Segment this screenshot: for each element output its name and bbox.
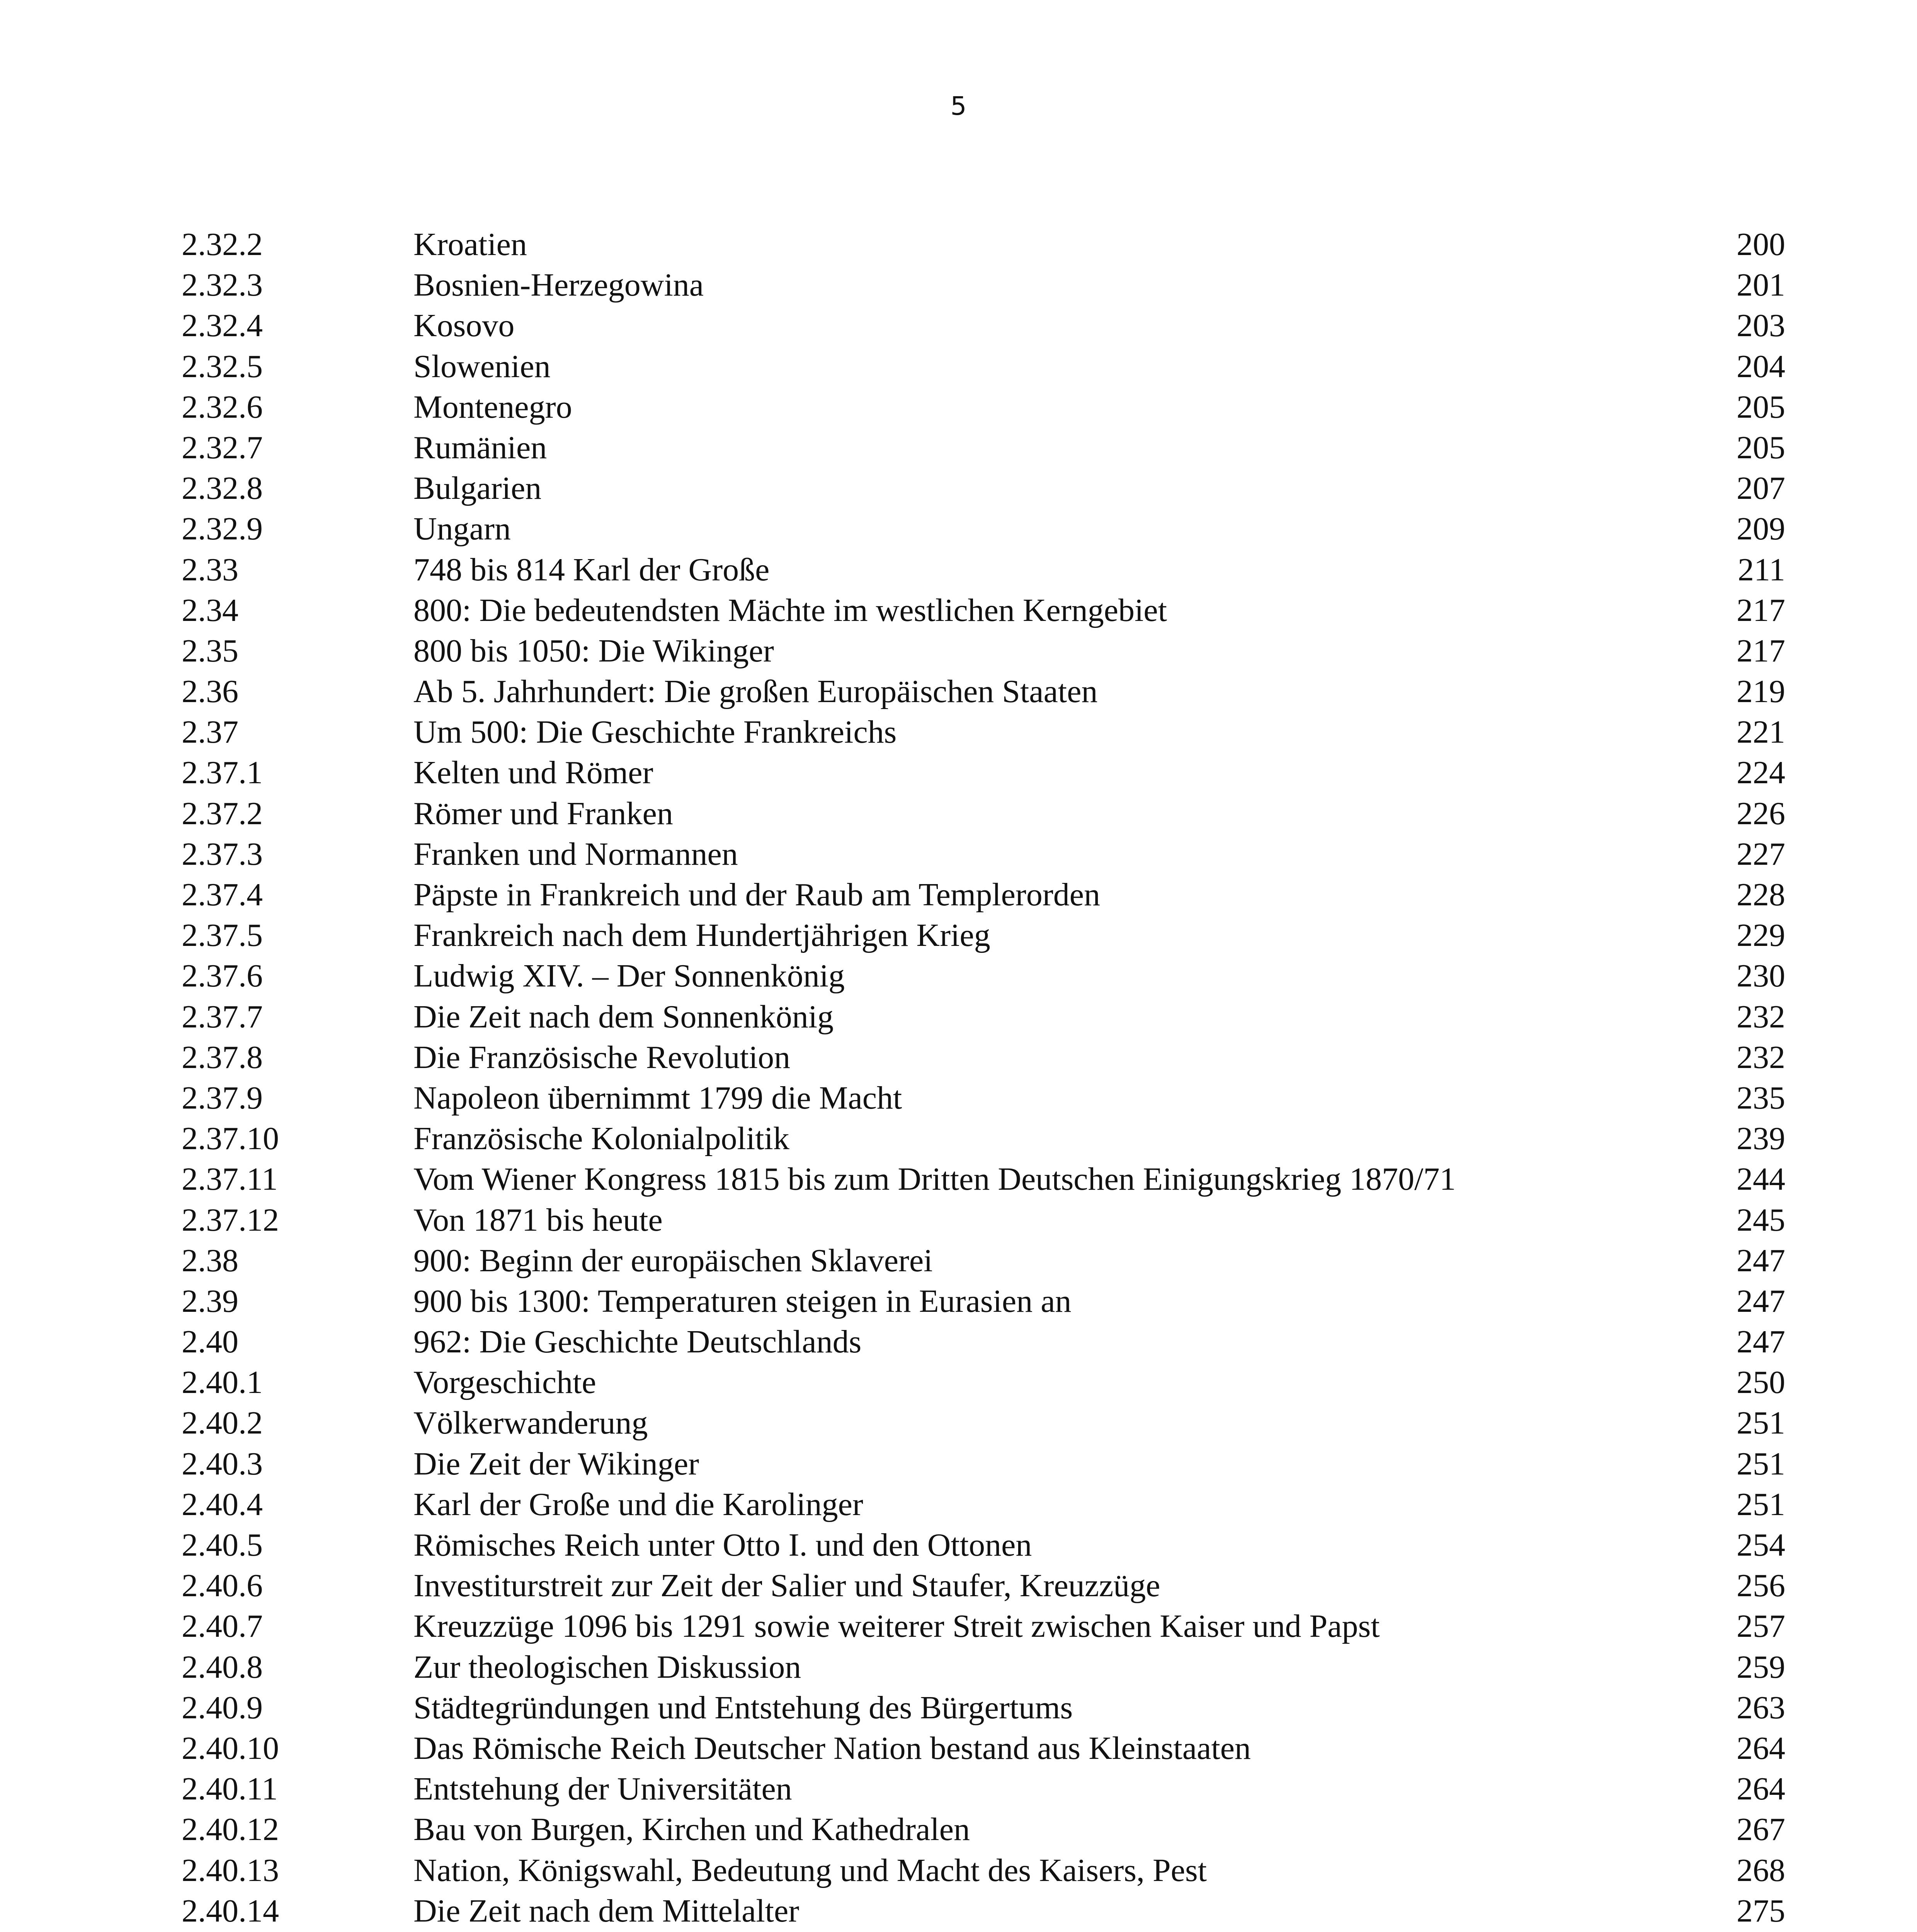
toc-entry: [182, 1078, 1785, 1118]
toc-entry-title: Montenegro: [413, 389, 572, 425]
toc-entry-number: 2.37.4: [182, 877, 263, 913]
toc-entry: [182, 1565, 1785, 1606]
toc-entry: [182, 549, 1785, 590]
toc-entry-number: 2.40: [182, 1324, 238, 1360]
toc-entry-page: 204: [1737, 348, 1785, 384]
toc-entry-page: 259: [1737, 1649, 1785, 1685]
toc-entry-title: Die Zeit der Wikinger: [413, 1446, 699, 1482]
toc-entry: [182, 1647, 1785, 1687]
toc-entry: [182, 1403, 1785, 1443]
toc-entry: [182, 956, 1785, 996]
toc-entry-page: 230: [1737, 958, 1785, 994]
toc-entry: [182, 509, 1785, 549]
toc-entry-title: Franken und Normannen: [413, 836, 738, 872]
toc-entry-title: Kosovo: [413, 308, 515, 344]
toc-entry-page: 232: [1737, 1039, 1785, 1075]
toc-entry-number: 2.40.1: [182, 1364, 263, 1401]
toc-entry-number: 2.37.9: [182, 1080, 263, 1116]
toc-entry-page: 207: [1737, 470, 1785, 507]
toc-entry: [182, 1809, 1785, 1850]
toc-entry-number: 2.32.5: [182, 348, 263, 384]
toc-entry: [182, 712, 1785, 752]
toc-entry: [182, 874, 1785, 915]
toc-entry-page: 244: [1737, 1161, 1785, 1197]
toc-entry-title: 900 bis 1300: Temperaturen steigen in Eurasien an: [413, 1283, 1072, 1319]
toc-entry: [182, 671, 1785, 712]
toc-entry-title: Völkerwanderung: [413, 1405, 648, 1441]
toc-entry-title: Bulgarien: [413, 470, 542, 507]
toc-entry: [182, 590, 1785, 631]
toc-entry-page: 209: [1737, 511, 1785, 547]
toc-entry-number: 2.40.10: [182, 1730, 279, 1766]
toc-entry-page: 205: [1737, 389, 1785, 425]
toc-entry-page: 250: [1737, 1364, 1785, 1401]
toc-entry-number: 2.37.6: [182, 958, 263, 994]
toc-entry-title: Vom Wiener Kongress 1815 bis zum Dritten Deutschen Einigungskrieg 1870/71: [413, 1161, 1456, 1197]
toc-entry-title: 962: Die Geschichte Deutschlands: [413, 1324, 862, 1360]
toc-entry-number: 2.37.1: [182, 755, 263, 791]
toc-entry-page: 221: [1737, 714, 1785, 750]
toc-entry-number: 2.32.9: [182, 511, 263, 547]
toc-entry: [182, 265, 1785, 305]
toc-entry-title: Die Zeit nach dem Mittelalter: [413, 1893, 799, 1929]
toc-entry: [182, 1687, 1785, 1728]
toc-entry-title: Investiturstreit zur Zeit der Salier und Staufer, Kreuzzüge: [413, 1568, 1160, 1604]
toc-entry-number: 2.40.9: [182, 1689, 263, 1726]
toc-entry-page: 251: [1737, 1405, 1785, 1441]
toc-entry-title: Von 1871 bis heute: [413, 1202, 663, 1238]
toc-entry-title: Die Zeit nach dem Sonnenkönig: [413, 998, 834, 1035]
toc-entry-title: Ludwig XIV. – Der Sonnenkönig: [413, 958, 845, 994]
page-number: 5: [950, 91, 967, 121]
toc-entry: [182, 752, 1785, 793]
toc-entry-title: Vorgeschichte: [413, 1364, 596, 1401]
toc-entry-number: 2.40.3: [182, 1446, 263, 1482]
toc-entry-page: 263: [1737, 1689, 1785, 1726]
toc-entry-title: Römisches Reich unter Otto I. und den Ottonen: [413, 1527, 1032, 1563]
toc-entry: [182, 1606, 1785, 1646]
toc-entry-page: 205: [1737, 429, 1785, 466]
toc-entry: [182, 1321, 1785, 1362]
toc-entry: [182, 346, 1785, 387]
toc-entry: [182, 793, 1785, 834]
toc-entry-title: Kelten und Römer: [413, 755, 653, 791]
toc-entry-number: 2.32.4: [182, 308, 263, 344]
toc-entry-title: Nation, Königswahl, Bedeutung und Macht des Kaisers, Pest: [413, 1852, 1207, 1888]
toc-entry: [182, 1728, 1785, 1769]
toc-entry-title: 800: Die bedeutendsten Mächte im westlichen Kerngebiet: [413, 592, 1167, 628]
toc-entry-page: 251: [1737, 1446, 1785, 1482]
toc-entry-title: Um 500: Die Geschichte Frankreichs: [413, 714, 897, 750]
toc-entry-page: 239: [1737, 1121, 1785, 1157]
toc-entry: [182, 915, 1785, 956]
toc-entry: [182, 1362, 1785, 1403]
toc-entry: [182, 468, 1785, 509]
toc-entry-number: 2.32.7: [182, 429, 263, 466]
toc-entry-number: 2.36: [182, 673, 238, 710]
toc-entry-number: 2.40.6: [182, 1568, 263, 1604]
toc-entry-number: 2.40.4: [182, 1486, 263, 1522]
toc-entry-title: Städtegründungen und Entstehung des Bürgertums: [413, 1689, 1073, 1726]
toc-entry-number: 2.39: [182, 1283, 238, 1319]
toc-entry-title: Slowenien: [413, 348, 551, 384]
toc-entry-page: 227: [1737, 836, 1785, 872]
toc-entry: [182, 1891, 1785, 1931]
toc-entry-title: Das Römische Reich Deutscher Nation bestand aus Kleinstaaten: [413, 1730, 1251, 1766]
toc-entry: [182, 1037, 1785, 1078]
toc-entry: [182, 387, 1785, 427]
toc-entry-page: 224: [1737, 755, 1785, 791]
toc-entry-number: 2.40.5: [182, 1527, 263, 1563]
toc-entry-page: 226: [1737, 795, 1785, 832]
toc-entry-number: 2.34: [182, 592, 238, 628]
toc-entry-number: 2.32.6: [182, 389, 263, 425]
toc-entry-page: 200: [1737, 226, 1785, 262]
toc-entry-number: 2.38: [182, 1242, 238, 1279]
table-of-contents: [182, 224, 1785, 1932]
toc-entry: [182, 997, 1785, 1037]
toc-entry-page: 251: [1737, 1486, 1785, 1522]
toc-entry: [182, 305, 1785, 346]
toc-entry: [182, 1240, 1785, 1281]
toc-entry-title: 800 bis 1050: Die Wikinger: [413, 633, 774, 669]
toc-entry-page: 232: [1737, 998, 1785, 1035]
toc-entry-number: 2.37.12: [182, 1202, 279, 1238]
toc-entry-number: 2.40.14: [182, 1893, 279, 1929]
toc-entry-number: 2.35: [182, 633, 238, 669]
toc-entry: [182, 1525, 1785, 1565]
toc-entry-number: 2.40.13: [182, 1852, 279, 1888]
toc-entry-page: 228: [1737, 877, 1785, 913]
toc-entry-title: Entstehung der Universitäten: [413, 1771, 792, 1807]
toc-entry-page: 257: [1737, 1608, 1785, 1645]
toc-entry-title: Kreuzzüge 1096 bis 1291 sowie weiterer Streit zwischen Kaiser und Papst: [413, 1608, 1380, 1645]
toc-entry-number: 2.40.2: [182, 1405, 263, 1441]
toc-entry-number: 2.37.10: [182, 1121, 279, 1157]
toc-entry-page: 201: [1737, 267, 1785, 303]
toc-entry: [182, 1200, 1785, 1240]
toc-entry-page: 254: [1737, 1527, 1785, 1563]
toc-entry-title: Frankreich nach dem Hundertjährigen Krieg: [413, 917, 990, 954]
toc-entry-number: 2.37.2: [182, 795, 263, 832]
toc-entry: [182, 427, 1785, 468]
toc-entry-page: 275: [1737, 1893, 1785, 1929]
toc-entry-page: 217: [1737, 592, 1785, 628]
toc-entry-title: 900: Beginn der europäischen Sklaverei: [413, 1242, 933, 1279]
toc-entry-page: 217: [1737, 633, 1785, 669]
toc-entry: [182, 1118, 1785, 1159]
toc-entry-page: 268: [1737, 1852, 1785, 1888]
toc-entry-page: 267: [1737, 1811, 1785, 1848]
toc-entry-number: 2.32.8: [182, 470, 263, 507]
toc-entry-number: 2.37.7: [182, 998, 263, 1035]
toc-entry-number: 2.33: [182, 551, 238, 588]
toc-entry-page: 247: [1737, 1324, 1785, 1360]
toc-entry-title: Zur theologischen Diskussion: [413, 1649, 801, 1685]
toc-entry-page: 245: [1737, 1202, 1785, 1238]
toc-entry-number: 2.37.5: [182, 917, 263, 954]
toc-entry-number: 2.37: [182, 714, 238, 750]
toc-entry-page: 203: [1737, 308, 1785, 344]
toc-entry-number: 2.32.3: [182, 267, 263, 303]
toc-entry-title: Ab 5. Jahrhundert: Die großen Europäischen Staaten: [413, 673, 1098, 710]
toc-entry-number: 2.40.7: [182, 1608, 263, 1645]
toc-entry-page: 247: [1737, 1283, 1785, 1319]
toc-entry-number: 2.37.3: [182, 836, 263, 872]
toc-entry-page: 264: [1737, 1771, 1785, 1807]
toc-entry-title: 748 bis 814 Karl der Große: [413, 551, 770, 588]
toc-entry-title: Französische Kolonialpolitik: [413, 1121, 789, 1157]
toc-entry-title: Päpste in Frankreich und der Raub am Templerorden: [413, 877, 1101, 913]
toc-entry: [182, 1484, 1785, 1525]
toc-entry: [182, 1159, 1785, 1199]
toc-entry-title: Römer und Franken: [413, 795, 673, 832]
toc-entry: [182, 1850, 1785, 1891]
toc-entry: [182, 1769, 1785, 1809]
toc-entry: [182, 224, 1785, 265]
toc-entry: [182, 631, 1785, 671]
toc-entry-page: 211: [1738, 551, 1785, 588]
toc-entry-title: Karl der Große und die Karolinger: [413, 1486, 863, 1522]
toc-entry: [182, 1281, 1785, 1321]
toc-entry-title: Napoleon übernimmt 1799 die Macht: [413, 1080, 902, 1116]
toc-entry-page: 219: [1737, 673, 1785, 710]
toc-entry-title: Bosnien-Herzegowina: [413, 267, 704, 303]
toc-entry: [182, 1444, 1785, 1484]
toc-entry-page: 264: [1737, 1730, 1785, 1766]
toc-entry-title: Rumänien: [413, 429, 547, 466]
toc-entry-title: Bau von Burgen, Kirchen und Kathedralen: [413, 1811, 970, 1848]
toc-entry-page: 256: [1737, 1568, 1785, 1604]
toc-entry-page: 235: [1737, 1080, 1785, 1116]
toc-entry-number: 2.40.12: [182, 1811, 279, 1848]
toc-entry-number: 2.40.8: [182, 1649, 263, 1685]
toc-entry-title: Kroatien: [413, 226, 527, 262]
toc-entry-number: 2.37.8: [182, 1039, 263, 1075]
toc-entry-page: 229: [1737, 917, 1785, 954]
toc-entry-number: 2.37.11: [182, 1161, 278, 1197]
toc-entry-page: 247: [1737, 1242, 1785, 1279]
toc-entry-title: Ungarn: [413, 511, 511, 547]
toc-entry-number: 2.32.2: [182, 226, 263, 262]
toc-entry: [182, 834, 1785, 874]
toc-entry-number: 2.40.11: [182, 1771, 278, 1807]
toc-entry-title: Die Französische Revolution: [413, 1039, 791, 1075]
